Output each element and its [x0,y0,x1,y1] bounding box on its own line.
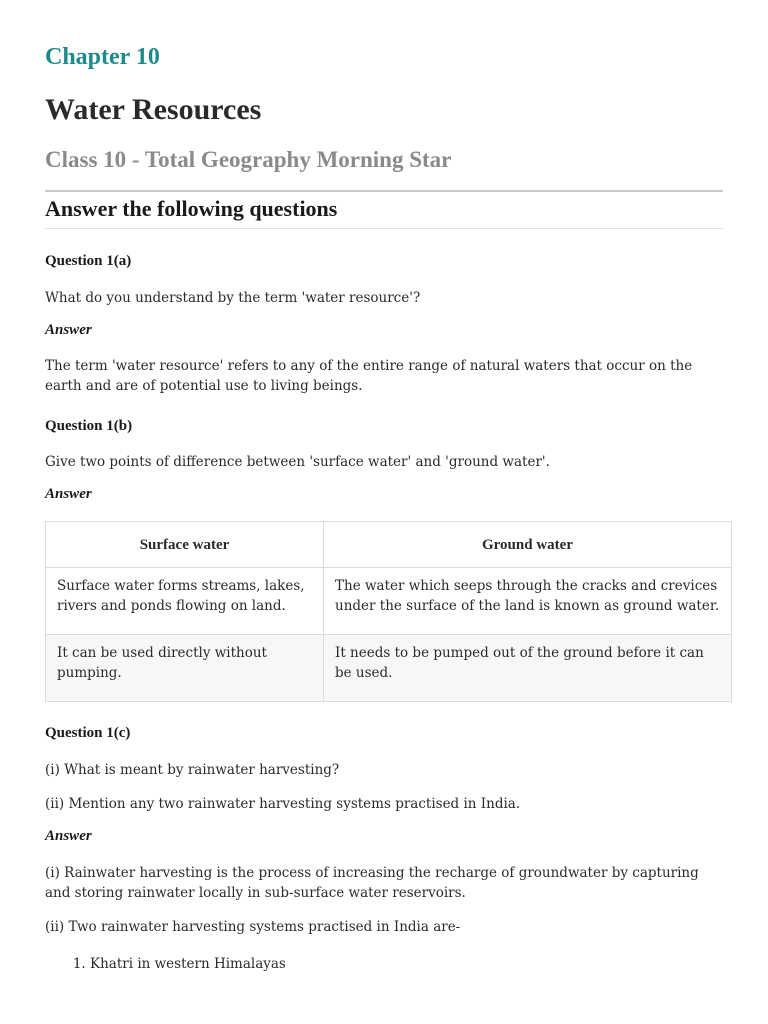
question-1b-text: Give two points of difference between 'surface water' and 'ground water'. [45,454,550,470]
answer-1c-label: Answer [45,828,92,844]
answer-1a-text: The term 'water resource' refers to any of the entire range of natural waters that occur on the earth and are of potential use to living beings. [45,358,693,394]
table-header-row [46,522,732,568]
question-1a-text: What do you understand by the term 'water resource'? [45,290,421,306]
difference-table [45,521,732,702]
question-1c-part-i: (i) What is meant by rainwater harvesting? [45,762,340,778]
harvesting-systems-list [45,954,286,974]
list-item: 1. Khatri in western Himalayas [90,954,286,974]
table-row [46,635,732,702]
question-1c-part-ii: (ii) Mention any two rainwater harvesting systems practised in India. [45,796,521,812]
answer-1c-part-i: (i) Rainwater harvesting is the process of increasing the recharge of groundwater by capturing and storing rainwater locally in sub-surface water reservoirs. [45,865,699,901]
section-title: Answer the following questions [45,196,338,221]
table-cell: The water which seeps through the cracks and crevices under the surface of the land is known as ground water. [324,568,732,635]
table-cell: It needs to be pumped out of the ground before it can be used. [324,635,732,702]
section-divider [45,228,723,229]
page-subtitle: Class 10 - Total Geography Morning Star [45,147,452,172]
question-1b-label: Question 1(b) [45,418,133,434]
question-1a-label: Question 1(a) [45,253,132,269]
answer-1a-label: Answer [45,322,92,338]
table-header-cell: Surface water [46,522,324,568]
header-divider [45,190,723,192]
table-header-cell: Ground water [324,522,732,568]
table-cell: Surface water forms streams, lakes, rivers and ponds flowing on land. [46,568,324,635]
chapter-label: Chapter 10 [45,44,160,70]
answer-1b-label: Answer [45,486,92,502]
page-title: Water Resources [45,93,262,126]
table-cell: It can be used directly without pumping. [46,635,324,702]
question-1c-label: Question 1(c) [45,725,131,741]
table-row [46,568,732,635]
answer-1c-part-ii: (ii) Two rainwater harvesting systems practised in India are- [45,919,461,935]
